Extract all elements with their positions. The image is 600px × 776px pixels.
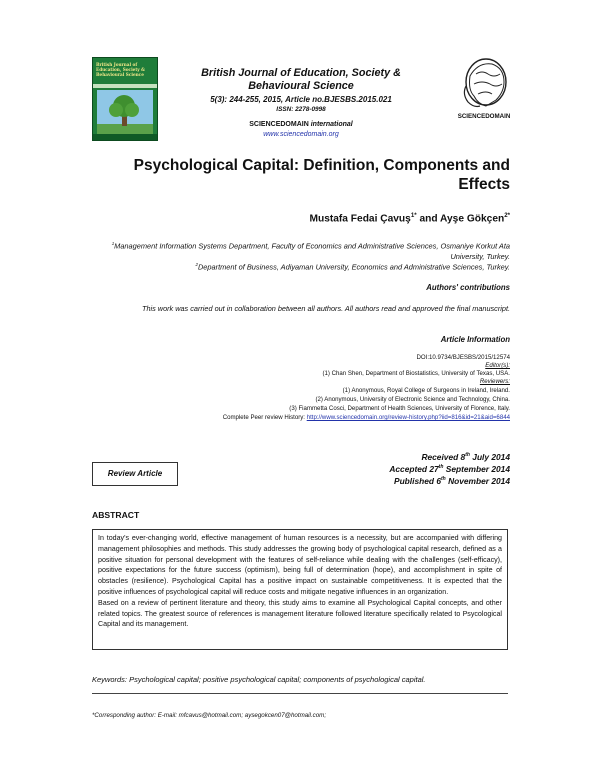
logo-caption: SCIENCEDOMAIN (457, 113, 511, 120)
doi: DOI:10.9734/BJESBS/2015/12574 (416, 354, 510, 361)
author-2: Ayşe Gökçen (440, 213, 505, 225)
corresponding-author: *Corresponding author: E-mail: mfcavus@hotmail.com; aysegokcen07@hotmail.com; (92, 712, 327, 719)
affiliation-1: $^1$Management Information Systems Department, Faculty of Economics and Administrative Sciences, Osmaniye Korkut Ata University, Turkey. (111, 241, 510, 262)
reviewer-3: (3) Fiammetta Cosci, Department of Health Sciences, University of Florence, Italy. (289, 405, 510, 412)
published-date: Published 6th November 2014 (393, 476, 510, 486)
publisher-website[interactable]: www.sciencedomain.org (263, 131, 339, 138)
publisher: SCIENCEDOMAIN international (249, 121, 353, 128)
divider (92, 693, 508, 694)
abstract-heading: ABSTRACT (92, 510, 140, 520)
tree-illustration (97, 90, 153, 134)
article-type-badge: Review Article (92, 462, 178, 486)
abstract-paragraph-1: In today's ever-changing world, effective management of human resources is a necessity, but are accompanied with differing management philosophies and methods. This study addresses the growing body of psychological capital research, defined as a positive situation for personal development with the features of self-reliance while dealing with the challenges (self-efficacy), positive expectations for the future success (optimism), being full of determination (hope), and accomplishment in spite of obstacles (resilience). Psychological Capital has a positive impact on sustainable competitiveness. It is expected that the positive influences of psychological capital will reduce costs and mitigate negative influences in an organization. (98, 534, 502, 596)
volume-info: 5(3): 244-255, 2015, Article no.BJESBS.2015.021 (210, 95, 392, 104)
cover-title: British Journal of Education, Society & Behavioural Science (96, 62, 145, 77)
abstract-paragraph-2: Based on a review of pertinent literature and theory, this study aims to examine all Psychological Capital concepts, and other related topics. The greatest source of references is management literature followed literature specifically related to Psycological Capital and its management. (98, 598, 502, 629)
reviewers-label: Reviewers: (479, 378, 510, 385)
peer-review-link[interactable]: http://www.sciencedomain.org/review-history.php?iid=816&id=21&aid=6844 (306, 414, 510, 421)
abstract-box (92, 529, 508, 650)
article-info-heading: Article Information (440, 335, 510, 344)
received-date: Received 8th July 2014 (421, 452, 510, 462)
authors: Mustafa Fedai Çavuş$^{1*}$ and Ayşe Gökçen$^{2*}$ (309, 212, 510, 225)
peer-review-history: Complete Peer review History: http://www.sciencedomain.org/review-history.php?iid=816&id=21&aid=6844 (222, 414, 510, 421)
keywords: Keywords: Psychological capital; positive psychological capital; components of psychological capital. (92, 675, 426, 684)
accepted-date: Accepted 27th September 2014 (389, 464, 510, 474)
editors-label: Editor(s): (485, 362, 510, 369)
author-1: Mustafa Fedai Çavuş (309, 213, 411, 225)
reviewer-2: (2) Anonymous, University of Electronic Science and Technology, China. (315, 396, 510, 403)
reviewer-1: (1) Anonymous, Royal College of Surgeons in Ireland, Ireland. (342, 387, 510, 394)
paper-title: Psychological Capital: Definition, Components and Effects (133, 157, 510, 193)
affiliation-2: $^2$Department of Business, Adiyaman University, Economics and Administrative Sciences, Turkey. (195, 262, 510, 272)
contributions-text: This work was carried out in collaboration between all authors. All authors read and approved the final manuscript. (141, 304, 510, 313)
issn: ISSN: 2278-0998 (276, 106, 326, 113)
editor-1: (1) Chan Shen, Department of Biostatistics, University of Texas, USA. (322, 370, 510, 377)
journal-cover (92, 57, 158, 141)
contributions-heading: Authors' contributions (426, 283, 510, 292)
publisher-logo (456, 56, 512, 122)
journal-name: British Journal of Education, Society & Behavioural Science (201, 67, 401, 92)
